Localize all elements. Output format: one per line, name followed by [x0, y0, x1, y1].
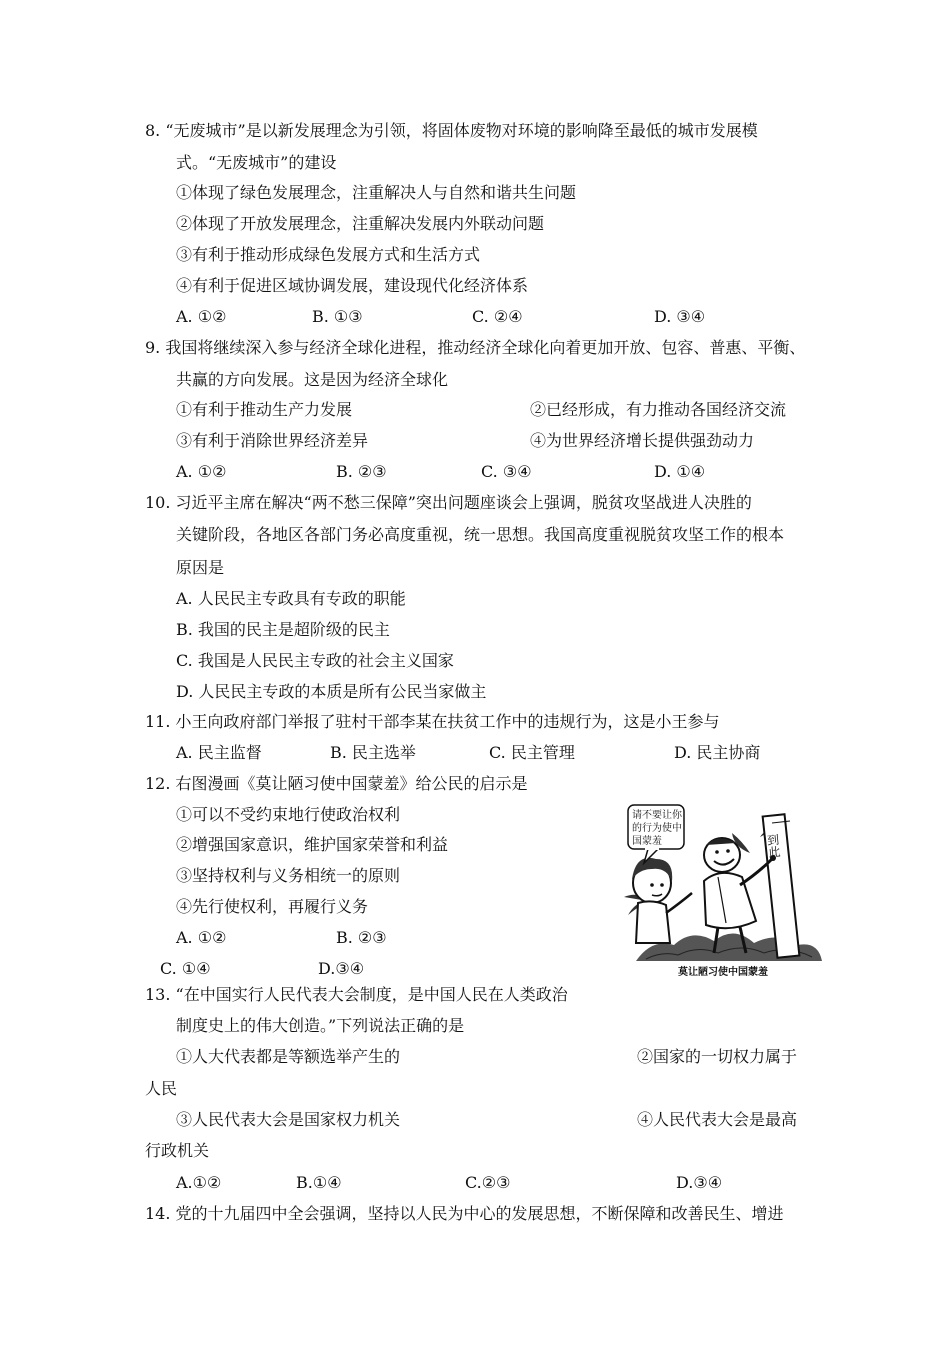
q11-option-c: C. 民主管理: [489, 743, 575, 762]
q10-stem-line2: 关键阶段，各地区各部门务必高度重视，统一思想。我国高度重视脱贫攻坚工作的根本: [176, 525, 785, 544]
cartoon-bubble-line3: 国蒙羞: [632, 836, 662, 847]
q13-statement-4-wrap: 行政机关: [145, 1141, 210, 1160]
q13-statement-2: ②国家的一切权力属于: [637, 1047, 798, 1066]
q13-statement-1: ①人大代表都是等额选举产生的: [176, 1047, 401, 1066]
q9-option-d: D. ①④: [654, 462, 706, 481]
q13-stem-line1: 13. “在中国实行人民代表大会制度，是中国人民在人类政治: [145, 985, 568, 1004]
q8-option-a: A. ①②: [176, 307, 227, 326]
q11-option-a: A. 民主监督: [176, 743, 262, 762]
q12-stem-line1: 12. 右图漫画《莫让陋习使中国蒙羞》给公民的启示是: [145, 774, 528, 793]
q11-option-d: D. 民主协商: [674, 743, 761, 762]
q8-stem-line1: 8. “无废城市”是以新发展理念为引领，将固体废物对环境的影响降至最低的城市发展模: [145, 121, 758, 140]
q13-stem-line2: 制度史上的伟大创造。”下列说法正确的是: [176, 1016, 465, 1035]
q11-option-b: B. 民主选举: [330, 743, 416, 762]
q9-statement-2: ②已经形成，有力推动各国经济交流: [530, 400, 787, 419]
q13-option-d: D.③④: [676, 1173, 723, 1192]
cartoon-bubble-line1: 请不要让你: [632, 810, 682, 821]
q13-option-b: B.①④: [296, 1173, 342, 1192]
q9-stem-line2: 共赢的方向发展。这是因为经济全球化: [176, 370, 449, 389]
cartoon-bubble-line2: 的行为使中: [632, 823, 682, 834]
q8-statement-1: ①体现了绿色发展理念，注重解决人与自然和谐共生问题: [176, 183, 577, 202]
q13-statement-3: ③人民代表大会是国家权力机关: [176, 1110, 401, 1129]
q10-option-c: C. 我国是人民民主专政的社会主义国家: [176, 651, 454, 670]
q9-option-c: C. ③④: [481, 462, 532, 481]
q13-option-c: C.②③: [465, 1173, 511, 1192]
q12-statement-2: ②增强国家意识，维护国家荣誉和利益: [176, 835, 449, 854]
q9-option-a: A. ①②: [176, 462, 227, 481]
q12-option-b: B. ②③: [336, 928, 387, 947]
q9-option-b: B. ②③: [336, 462, 387, 481]
q12-statement-3: ③坚持权利与义务相统一的原则: [176, 866, 401, 885]
cartoon-illustration: [622, 793, 824, 981]
q8-option-d: D. ③④: [654, 307, 706, 326]
q13-option-a: A.①②: [176, 1173, 222, 1192]
q9-statement-3: ③有利于消除世界经济差异: [176, 431, 369, 450]
q13-statement-4: ④人民代表大会是最高: [637, 1110, 798, 1129]
q8-statement-4: ④有利于促进区域协调发展，建设现代化经济体系: [176, 276, 529, 295]
q8-stem-line2: 式。“无废城市”的建设: [176, 153, 337, 172]
q10-option-a: A. 人民民主专政具有专政的职能: [176, 589, 406, 608]
q8-option-b: B. ①③: [312, 307, 363, 326]
q8-statement-2: ②体现了开放发展理念，注重解决发展内外联动问题: [176, 214, 545, 233]
q11-stem-line1: 11. 小王向政府部门举报了驻村干部李某在扶贫工作中的违规行为，这是小王参与: [145, 712, 720, 731]
q13-statement-2-wrap: 人民: [145, 1079, 178, 1098]
q9-stem-line1: 9. 我国将继续深入参与经济全球化进程，推动经济全球化向着更加开放、包容、普惠、平衡、: [145, 338, 806, 357]
q12-statement-1: ①可以不受约束地行使政治权利: [176, 805, 401, 824]
q9-statement-1: ①有利于推动生产力发展: [176, 400, 353, 419]
q9-statement-4: ④为世界经济增长提供强劲动力: [530, 431, 755, 450]
q12-option-a: A. ①②: [176, 928, 227, 947]
q12-option-d: D.③④: [318, 959, 365, 978]
q14-stem-line1: 14. 党的十九届四中全会强调，坚持以人民为中心的发展思想，不断保障和改善民生、增进: [145, 1204, 784, 1223]
cartoon-caption: 莫让陋习使中国蒙羞: [678, 967, 768, 978]
q10-stem-line3: 原因是: [176, 558, 225, 577]
q12-option-c: C. ①④: [160, 959, 211, 978]
q10-option-b: B. 我国的民主是超阶级的民主: [176, 620, 390, 639]
cartoon-sign-text: 到此: [764, 833, 782, 859]
q8-statement-3: ③有利于推动形成绿色发展方式和生活方式: [176, 245, 481, 264]
q10-option-d: D. 人民民主专政的本质是所有公民当家做主: [176, 682, 487, 701]
q10-stem-line1: 10. 习近平主席在解决“两不愁三保障”突出问题座谈会上强调，脱贫攻坚战进人决胜的: [145, 493, 752, 512]
q12-statement-4: ④先行使权利，再履行义务: [176, 897, 369, 916]
q8-option-c: C. ②④: [472, 307, 523, 326]
